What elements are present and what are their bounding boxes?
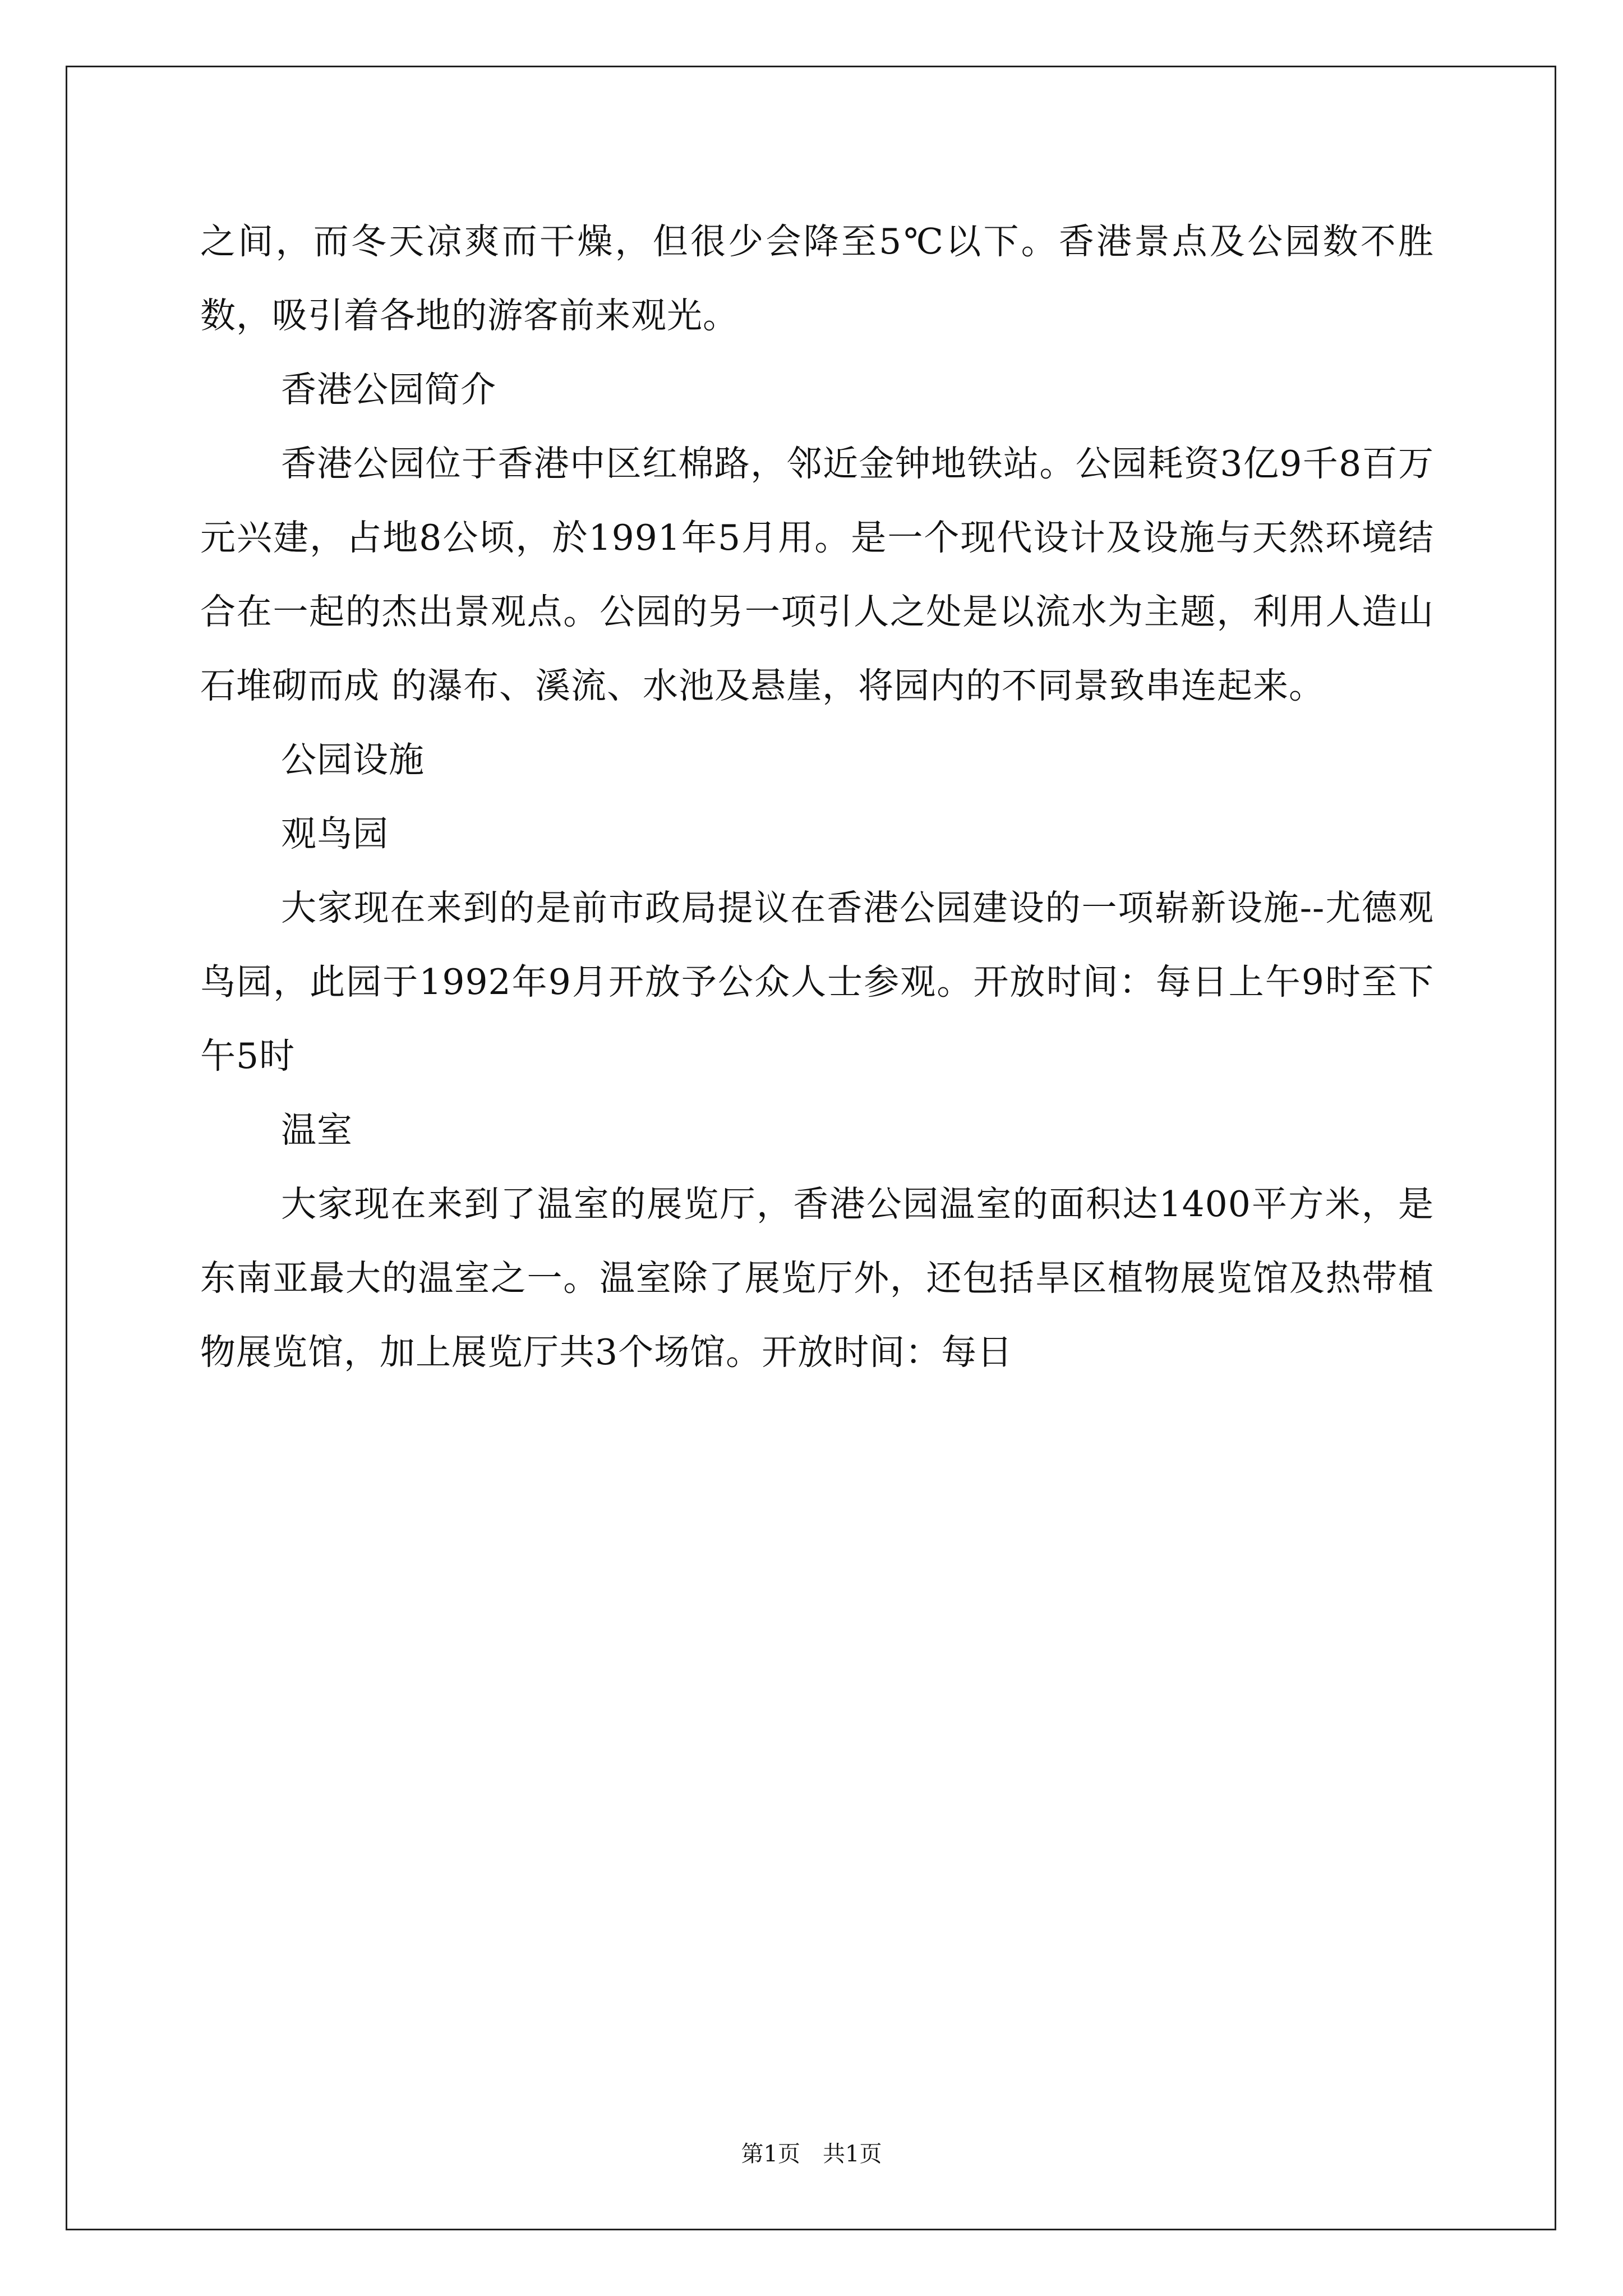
- heading-aviary: 观鸟园: [281, 813, 389, 854]
- heading-park-facilities: 公园设施: [281, 739, 425, 780]
- paragraph-park-intro: 香港公园位于香港中区红棉路，邻近金钟地铁站。公园耗资3亿9千8百万元兴建，占地8公顷，於1991年5月用。是一个现代设计及设施与天然环境结合在一起的杰出景观点。公园的另一项引人之处是以流水为主题，利用人造山石堆砌而成 的瀑布、溪流、水池及悬崖，将园内的不同景致串连起来。: [200, 443, 1434, 706]
- heading-park-intro: 香港公园简介: [281, 369, 496, 410]
- page-footer: 第1页 共1页: [741, 2141, 882, 2167]
- heading-greenhouse: 温室: [281, 1110, 353, 1151]
- paragraph-greenhouse: 大家现在来到了温室的展览厅，香港公园温室的面积达1400平方米，是东南亚最大的温室之一。温室除了展览厅外，还包括旱区植物展览馆及热带植物展览馆，加上展览厅共3个场馆。开放时间：每日: [200, 1184, 1434, 1373]
- paragraph-aviary: 大家现在来到的是前市政局提议在香港公园建设的一项崭新设施--尤德观鸟园，此园于1992年9月开放予公众人士参观。开放时间：每日上午9时至下午5时: [200, 887, 1434, 1076]
- document-body: [200, 205, 1434, 1389]
- paragraph-climate: 之间，而冬天凉爽而干燥，但很少会降至5℃以下。香港景点及公园数不胜数，吸引着各地的游客前来观光。: [200, 221, 1434, 336]
